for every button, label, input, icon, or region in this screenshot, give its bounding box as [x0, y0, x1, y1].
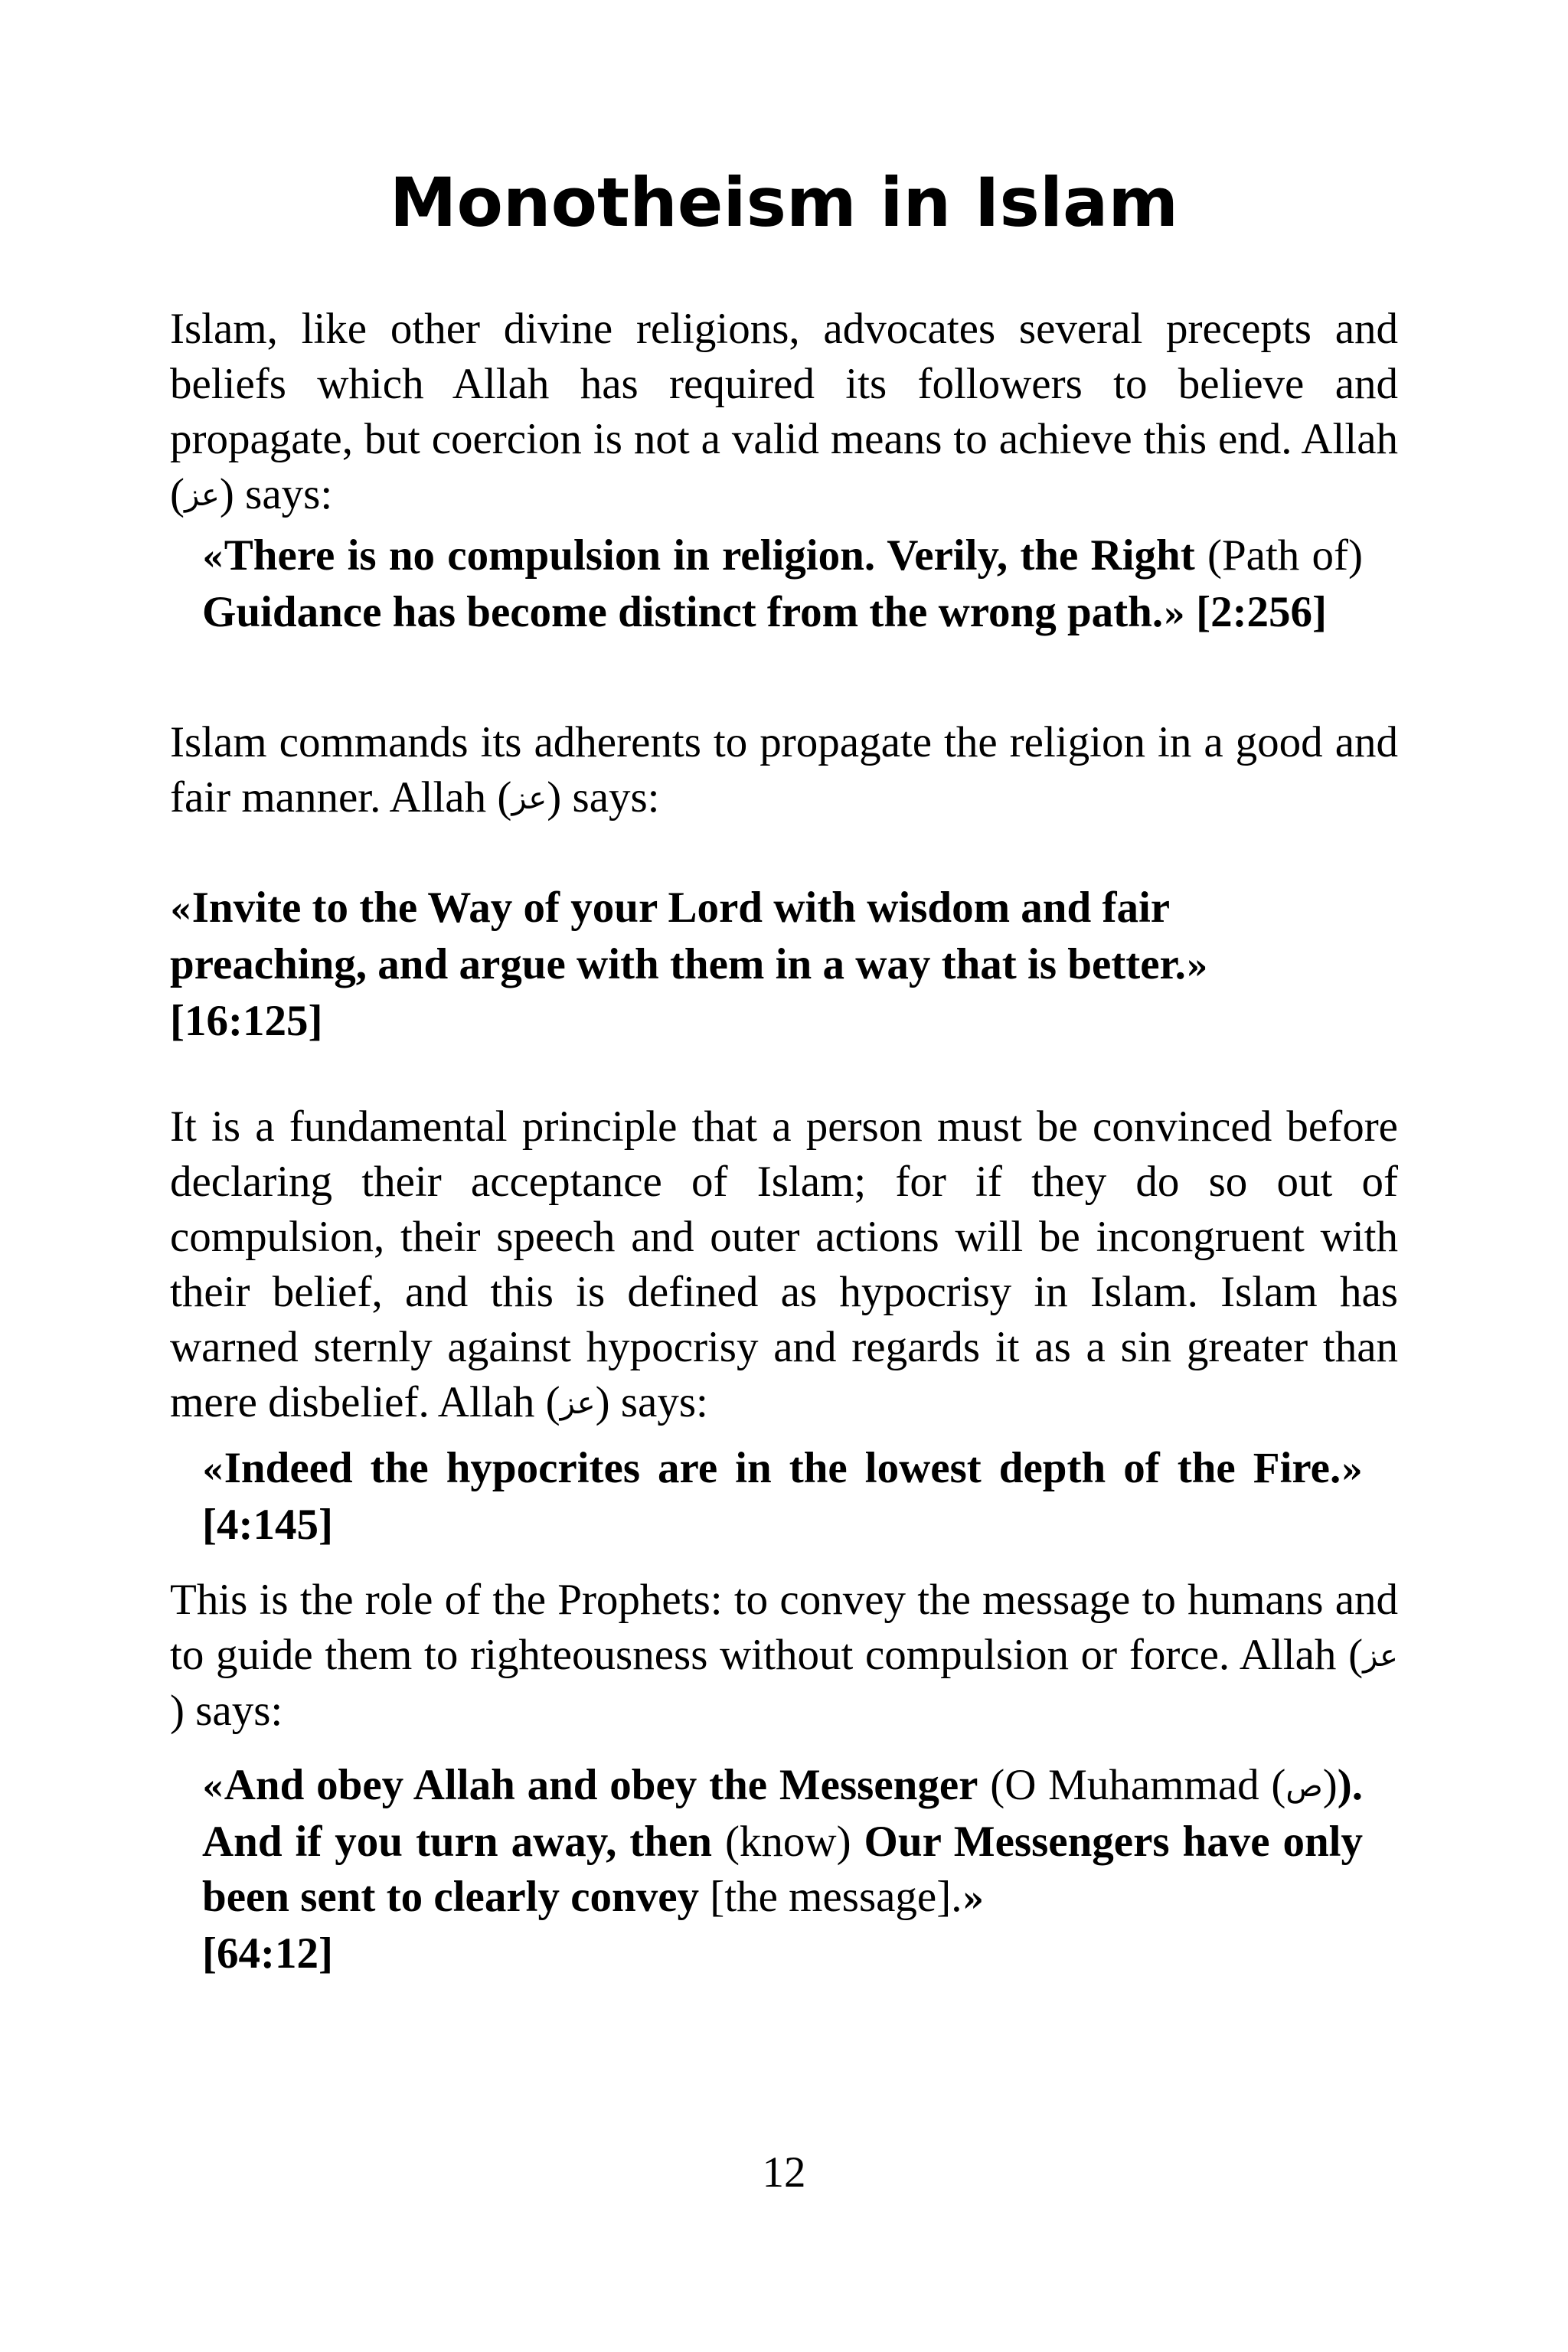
paragraph-conviction-text: It is a fundamental principle that a person must be convinced before declaring their acceptance of Islam; for if they do so out of compulsion, their speech and outer actions will be incongruent with their belief, and this is defined as hypocrisy in Islam. Islam has warned sternly against hypocrisy and regards it as a sin greater than mere disbelief. Allah (: [170, 1102, 1398, 1426]
quote-bold-text: Invite to the Way of your Lord with wisdom and fair preaching, and argue with them in a way that is better.: [170, 884, 1186, 988]
quote-64-12: [202, 1758, 1363, 1981]
verse-reference: [64:12]: [202, 1929, 333, 1978]
page-number: 12: [762, 2148, 806, 2197]
quote-normal-text: (Path of): [1194, 531, 1363, 580]
close-quote-bracket: »: [1185, 946, 1208, 987]
says-label: ) says:: [170, 1687, 283, 1735]
says-label: ) says:: [547, 773, 660, 822]
says-label: ) says:: [595, 1378, 708, 1426]
quote-bold-text: Indeed the hypocrites are in the lowest depth of the Fire.: [224, 1444, 1341, 1492]
close-quote-bracket: »: [1341, 1449, 1363, 1491]
open-quote-bracket: «: [202, 1766, 224, 1808]
verse-reference: [4:145]: [202, 1501, 333, 1549]
close-quote-bracket: »: [1163, 593, 1185, 635]
allah-label: Allah (: [170, 415, 1398, 518]
paragraph-conviction: [170, 1099, 1398, 1431]
paragraph-propagation-text: Islam commands its adherents to propagate the religion in a good and fair manner. Allah (: [170, 718, 1398, 822]
quote-bold-text: Guidance has become distinct from the wrong path.: [202, 588, 1164, 636]
honorific-allah-icon: عز: [511, 781, 547, 816]
page-title: Monotheism in Islam: [389, 163, 1179, 242]
quote-bold-text: And obey Allah and obey the Messenger: [224, 1761, 978, 1809]
honorific-prophet-icon: ص: [1285, 1769, 1323, 1804]
quote-normal-text: (O Muhammad (: [978, 1761, 1286, 1809]
quote-4-145: [202, 1441, 1363, 1553]
quote-normal-text: (know): [712, 1818, 864, 1866]
open-quote-bracket: «: [202, 1449, 224, 1491]
paragraph-intro-text: Islam, like other divine religions, advocates several precepts and beliefs which Allah has required its followers to believe and propagate, but coercion is not a valid means to achieve this end.: [170, 305, 1398, 463]
quote-normal-text: [the message].: [699, 1873, 962, 1921]
verse-reference: [16:125]: [170, 997, 323, 1045]
honorific-allah-icon: عز: [184, 478, 220, 513]
paragraph-propagation: [170, 715, 1398, 826]
open-quote-bracket: «: [170, 889, 192, 930]
quote-normal-text: ): [1322, 1761, 1338, 1809]
open-quote-bracket: «: [202, 537, 224, 578]
quote-bold-text: Our Messengers have only been sent to clearly convey: [202, 1818, 1363, 1921]
quote-bold-text: There is no compulsion in religion. Verily, the Right: [224, 531, 1195, 580]
quote-bold-text: ). And if you turn away, then: [202, 1761, 1363, 1866]
says-label: ) says:: [219, 470, 333, 518]
honorific-allah-icon: عز: [1363, 1638, 1398, 1674]
paragraph-prophets: [170, 1573, 1398, 1739]
quote-2-256: [202, 528, 1363, 642]
verse-reference: [2:256]: [1184, 588, 1328, 636]
honorific-allah-icon: عز: [560, 1386, 596, 1421]
close-quote-bracket: »: [962, 1878, 985, 1919]
paragraph-intro: [170, 302, 1398, 523]
paragraph-prophets-text: This is the role of the Prophets: to convey the message to humans and to guide them to righteousness without compulsion or force. Allah (: [170, 1576, 1398, 1679]
quote-16-125: [170, 880, 1334, 1049]
